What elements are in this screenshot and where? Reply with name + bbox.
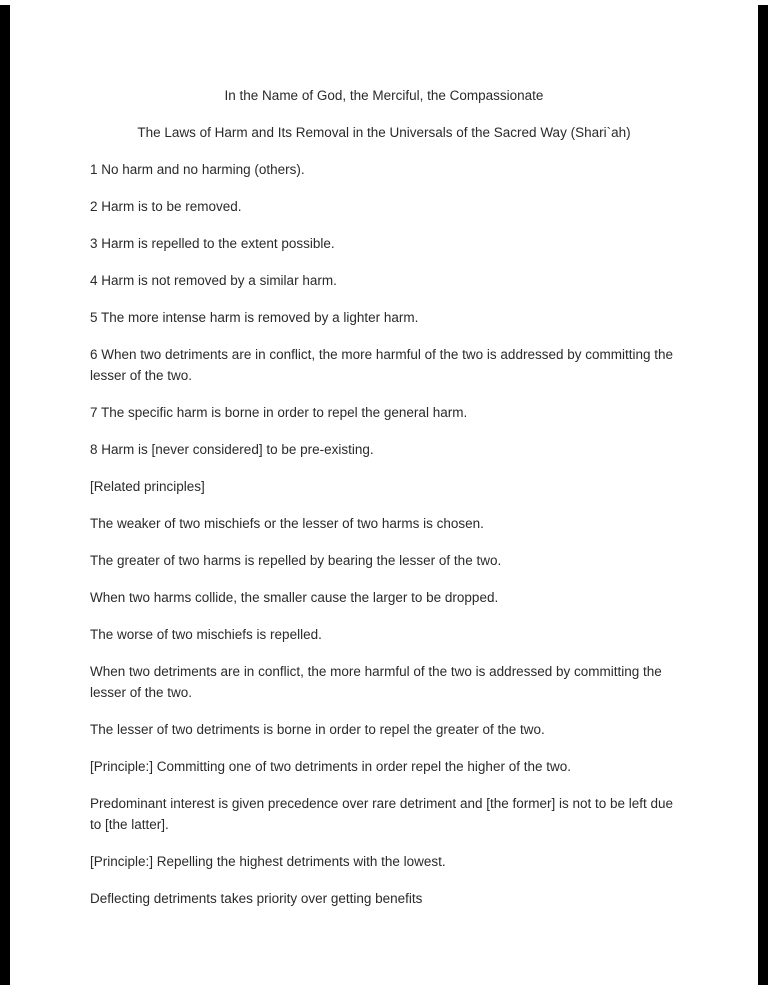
paragraph: When two harms collide, the smaller cause the larger to be dropped.: [90, 590, 499, 605]
paragraph: The greater of two harms is repelled by bearing the lesser of the two.: [90, 553, 502, 568]
paragraph: 3 Harm is repelled to the extent possible.: [90, 236, 335, 251]
paragraph: The worse of two mischiefs is repelled.: [90, 627, 322, 642]
invocation-line: In the Name of God, the Merciful, the Compassionate: [224, 88, 544, 103]
document-body: [90, 85, 678, 909]
paragraph: [Principle:] Repelling the highest detriments with the lowest.: [90, 854, 446, 869]
paragraph: 5 The more intense harm is removed by a lighter harm.: [90, 310, 419, 325]
paragraph: 6 When two detriments are in conflict, the more harmful of the two is addressed by committing the lesser of the two.: [90, 347, 674, 383]
paragraph: 2 Harm is to be removed.: [90, 199, 242, 214]
paragraph: When two detriments are in conflict, the more harmful of the two is addressed by committing the lesser of the two.: [90, 664, 662, 700]
paragraph: The weaker of two mischiefs or the lesser of two harms is chosen.: [90, 516, 484, 531]
paragraph: 4 Harm is not removed by a similar harm.: [90, 273, 337, 288]
paragraph: Predominant interest is given precedence over rare detriment and [the former] is not to be left due to [the latter].: [90, 796, 674, 832]
left-edge-bar: [0, 5, 10, 985]
section-heading: [Related principles]: [90, 479, 205, 494]
document-page: [10, 0, 758, 994]
paragraph: 7 The specific harm is borne in order to repel the general harm.: [90, 405, 468, 420]
paragraph: Deflecting detriments takes priority over getting benefits: [90, 891, 423, 906]
paragraph: The lesser of two detriments is borne in order to repel the greater of the two.: [90, 722, 545, 737]
document-title: The Laws of Harm and Its Removal in the Universals of the Sacred Way (Shari`ah): [137, 125, 631, 140]
paragraph: 1 No harm and no harming (others).: [90, 162, 305, 177]
right-edge-bar: [758, 5, 768, 985]
paragraph: 8 Harm is [never considered] to be pre-existing.: [90, 442, 374, 457]
paragraph: [Principle:] Committing one of two detriments in order repel the higher of the two.: [90, 759, 571, 774]
